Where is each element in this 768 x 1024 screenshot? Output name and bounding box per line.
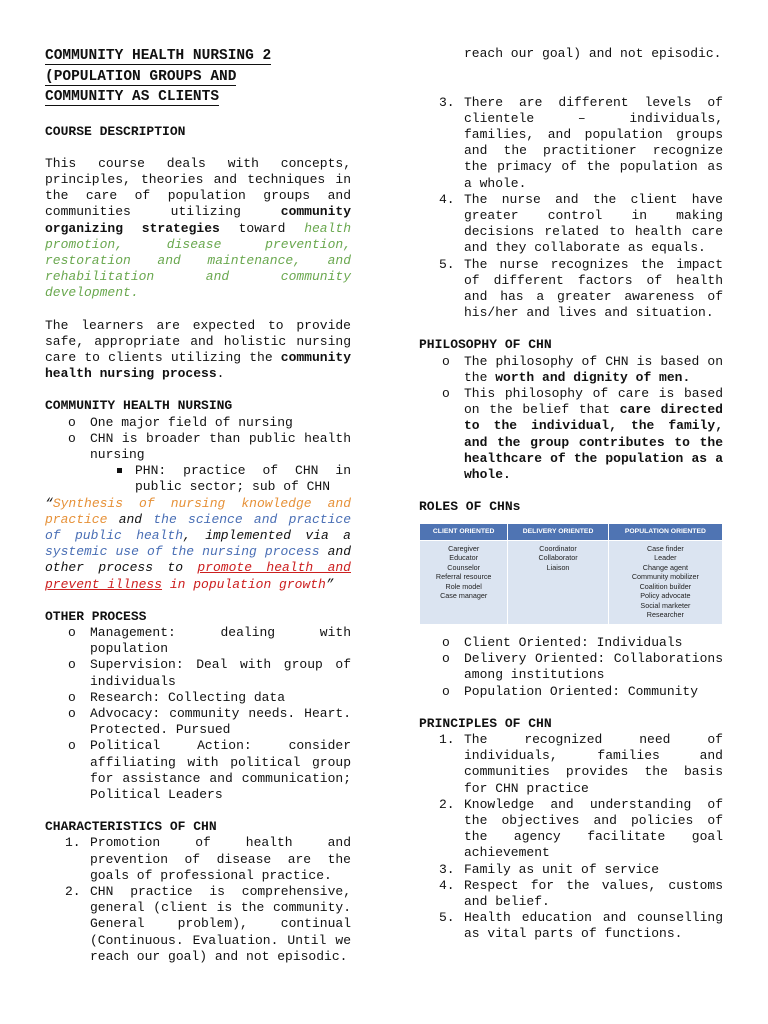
list-item: o Supervision: Deal with group of individuals <box>45 657 351 689</box>
list-item <box>419 862 723 878</box>
list-item: o Client Oriented: Individuals <box>419 635 723 651</box>
philosophy-heading: PHILOSOPHY OF CHN <box>419 337 552 353</box>
text-run: . <box>216 366 225 382</box>
list-text: Promotion of health and prevention of disease are the goals of professional practice. <box>90 835 351 883</box>
chn-sublist <box>45 463 351 495</box>
characteristics-list-part1 <box>45 835 351 981</box>
roles-header-population: POPULATION ORIENTED <box>608 524 722 541</box>
list-text: The recognized need of individuals, families and communities provides the basis for CHN practice <box>464 731 723 796</box>
orange-text: Synthesis of nursing knowledge and practice <box>45 495 351 527</box>
role-entry: Referral resource <box>435 572 492 582</box>
other-process-heading: OTHER PROCESS <box>45 608 147 624</box>
roles-list <box>419 635 723 700</box>
list-item: o Management: dealing with population <box>45 625 351 657</box>
course-description-paragraph <box>45 156 351 302</box>
roles-population-cell <box>608 540 722 624</box>
list-text: Family as unit of service <box>464 861 660 877</box>
list-text: reach our goal) and not episodic. <box>464 46 722 62</box>
roles-header-delivery: DELIVERY ORIENTED <box>508 524 608 541</box>
red-text: in population growth <box>162 576 326 592</box>
role-entry: Social marketer <box>640 600 691 610</box>
list-number: 4. <box>439 191 455 207</box>
list-item <box>419 95 723 192</box>
quote-mark: “ <box>45 495 53 511</box>
list-item <box>419 732 723 797</box>
bold-text: community health nursing process <box>45 349 351 382</box>
role-entry: Liaison <box>546 562 570 572</box>
chn-list <box>45 415 351 464</box>
title-line-1: COMMUNITY HEALTH NURSING 2 <box>45 48 272 64</box>
list-number: 3. <box>439 94 455 110</box>
role-entry: Caregiver <box>448 543 480 553</box>
role-entry: Leader <box>654 553 677 563</box>
role-entry: Community mobilizer <box>631 572 699 582</box>
list-item <box>419 878 723 910</box>
red-underlined-text: promote health and prevent illness <box>45 560 351 592</box>
list-item <box>419 192 723 257</box>
list-number: 2. <box>439 796 455 812</box>
bold-text: worth and dignity of men. <box>495 369 691 385</box>
roles-delivery-cell <box>508 540 608 624</box>
characteristics-list-part2 <box>419 46 723 321</box>
text-run: The philosophy of CHN is based on the <box>464 353 723 385</box>
principles-heading: PRINCIPLES OF CHN <box>419 715 552 731</box>
list-item <box>419 386 723 483</box>
list-item <box>45 835 351 884</box>
list-text: The nurse recognizes the impact of different factors of health and has a greater awareness of his/her and lives and situation. <box>464 256 723 321</box>
roles-heading: ROLES OF CHNs <box>419 499 521 515</box>
list-item: o One major field of nursing <box>45 415 351 431</box>
text-run: This philosophy of care is based on the belief that <box>464 386 723 418</box>
list-item <box>419 257 723 322</box>
list-item <box>419 354 723 386</box>
text-run: This course deals with concepts, principles, theories and techniques in the care of population groups and communities utilizing <box>45 155 351 220</box>
list-number: 5. <box>439 910 455 926</box>
text-run: toward <box>219 220 305 236</box>
role-entry: Role model <box>445 581 482 591</box>
list-item: o Research: Collecting data <box>45 690 351 706</box>
philosophy-list <box>419 354 723 484</box>
role-entry: Coalition builder <box>639 581 692 591</box>
principles-list <box>419 732 723 943</box>
text-run: and <box>107 511 154 527</box>
other-process-list <box>45 625 351 803</box>
roles-header-client: CLIENT ORIENTED <box>420 524 508 541</box>
list-item: PHN: practice of CHN in public sector; sub of CHN <box>45 463 351 495</box>
list-text: CHN practice is comprehensive, general (client is the community. General problem), continual (Continuous. Evaluation. Until we reach our goal) and not episodic. <box>90 884 351 964</box>
role-entry: Collaborator <box>538 553 578 563</box>
list-text: Respect for the values, customs and belief. <box>464 877 723 910</box>
list-item-continued <box>419 46 723 95</box>
quote-mark: ” <box>325 576 334 592</box>
blue-text: systemic use of the nursing process <box>45 544 320 560</box>
text-run: and other process to <box>45 544 351 576</box>
learners-paragraph <box>45 318 351 383</box>
role-entry: Case finder <box>646 543 684 553</box>
role-entry: Policy advocate <box>640 591 691 601</box>
green-highlight-text: health promotion, disease prevention, restoration and maintenance, and rehabilitation and community development. <box>45 220 351 301</box>
list-item <box>419 910 723 942</box>
role-entry: Educator <box>449 553 479 563</box>
list-text: Health education and counselling as vital parts of functions. <box>464 910 723 942</box>
list-item: o Advocacy: community needs. Heart. Protected. Pursued <box>45 706 351 738</box>
list-number: 1. <box>439 731 455 747</box>
title-line-2: (POPULATION GROUPS AND <box>45 68 237 85</box>
bold-text: care directed to the individual, the family, and the group contributes to the healthcare of the population as a whole. <box>464 402 723 483</box>
list-item: o Political Action: consider affiliating with political group for assistance and communication; Political Leaders <box>45 738 351 803</box>
list-number: 4. <box>439 877 455 893</box>
role-entry: Coordinator <box>539 543 577 553</box>
list-item: o Delivery Oriented: Collaborations among institutions <box>419 651 723 683</box>
list-item: o Population Oriented: Community <box>419 684 723 700</box>
list-text: There are different levels of clientele – individuals, families, and population groups and the practitioner recognize the primacy of the population as a whole. <box>464 94 723 191</box>
role-entry: Counselor <box>447 562 481 572</box>
list-text: Knowledge and understanding of the objectives and policies of the agency facilitate goal achievement <box>464 796 723 861</box>
list-item <box>419 797 723 862</box>
characteristics-heading: CHARACTERISTICS OF CHN <box>45 819 217 835</box>
roles-client-cell <box>420 540 508 624</box>
chn-heading: COMMUNITY HEALTH NURSING <box>45 398 233 414</box>
roles-table <box>419 523 723 625</box>
blue-text: the science and practice of public health <box>45 511 352 543</box>
right-column <box>419 46 723 943</box>
left-column <box>45 46 351 981</box>
chn-definition-quote <box>45 496 351 593</box>
list-item: o CHN is broader than public health nursing <box>45 431 351 463</box>
role-entry: Change agent <box>642 562 688 572</box>
list-number: 2. <box>65 884 81 900</box>
list-text: The nurse and the client have greater control in making decisions related to health care and they collaborate as equals. <box>464 191 723 256</box>
title-line-3: COMMUNITY AS CLIENTS <box>45 89 220 105</box>
role-entry: Case manager <box>440 591 488 601</box>
role-entry: Researcher <box>646 610 684 620</box>
list-number: 5. <box>439 256 455 272</box>
text-run: , implemented via a <box>183 527 351 543</box>
list-number: 3. <box>439 861 455 877</box>
list-item <box>45 884 351 981</box>
list-number: 1. <box>65 835 81 851</box>
text-run: The learners are expected to provide safe, appropriate and holistic nursing care to clients utilizing the <box>45 317 351 365</box>
course-description-heading: COURSE DESCRIPTION <box>45 123 186 139</box>
bold-text: community organizing strategies <box>45 204 351 236</box>
document-title <box>45 46 351 108</box>
